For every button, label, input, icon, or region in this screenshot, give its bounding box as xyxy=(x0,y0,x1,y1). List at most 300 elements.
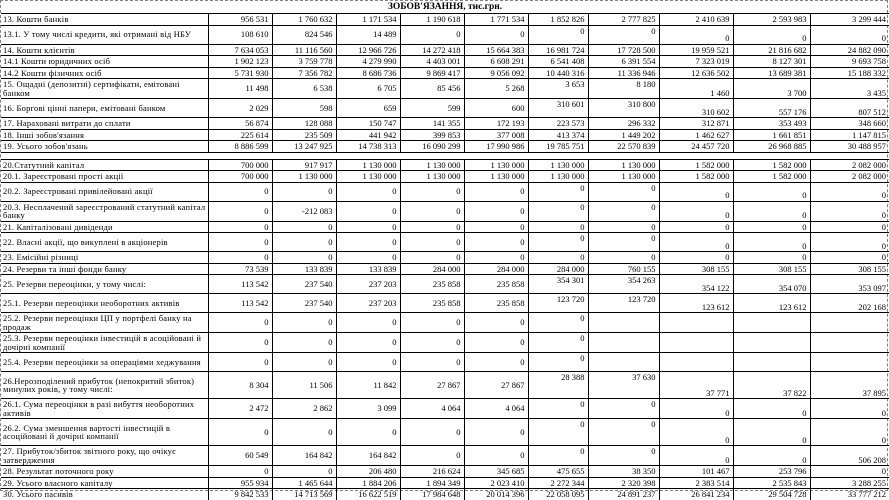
value-cell: 123 612 xyxy=(733,294,810,313)
value-cell: 0 xyxy=(464,313,528,333)
value-cell: 308 155 xyxy=(810,263,889,275)
value-cell: 3 099 xyxy=(336,399,400,419)
value-cell xyxy=(810,333,889,353)
value-cell: 0 xyxy=(659,252,733,264)
row-label: 15. Ощадні (депозитні) сертифікати, емітовані банком xyxy=(1,79,208,99)
value-cell: 1 130 000 xyxy=(464,171,528,183)
row-label: 13. Кошти банків xyxy=(1,14,208,26)
row-label: 25. Резерви переоцінки, у тому числі: xyxy=(1,275,208,294)
value-cell: 312 871 xyxy=(659,118,733,130)
value-cell: 310 800 xyxy=(588,99,659,118)
value-cell: 20 014 396 xyxy=(464,489,528,500)
table-row xyxy=(1,25,889,44)
value-cell: 22 058 095 xyxy=(528,489,588,500)
value-cell: 956 531 xyxy=(208,14,272,26)
value-cell: 0 xyxy=(659,201,733,221)
value-cell: 202 168 xyxy=(810,294,889,313)
value-cell: 1 661 851 xyxy=(733,129,810,141)
value-cell: 0 xyxy=(810,466,889,478)
value-cell: 11 506 xyxy=(272,372,336,399)
value-cell: 506 208 xyxy=(810,446,889,466)
row-label: 23. Емісійні різниці xyxy=(1,252,208,264)
row-label: 20.1. Зареєстровані прості акції xyxy=(1,171,208,183)
value-cell: 284 000 xyxy=(400,263,464,275)
value-cell: 0 xyxy=(272,252,336,264)
value-cell: 0 xyxy=(272,221,336,233)
value-cell: 413 374 xyxy=(528,129,588,141)
value-cell: 0 xyxy=(659,182,733,201)
value-cell: 4 064 xyxy=(464,399,528,419)
row-label: 25.3. Резерви переоцінки інвестицій в асоційовані й дочірні компанії xyxy=(1,333,208,353)
value-cell: 0 xyxy=(733,252,810,264)
value-cell: 6 608 291 xyxy=(464,56,528,68)
value-cell: 8 686 736 xyxy=(336,67,400,79)
value-cell: 150 747 xyxy=(336,118,400,130)
table-row xyxy=(1,477,889,489)
value-cell: 700 000 xyxy=(208,171,272,183)
value-cell: 308 155 xyxy=(733,263,810,275)
table-row xyxy=(1,419,889,446)
value-cell xyxy=(733,333,810,353)
row-label: 28. Результат поточного року xyxy=(1,466,208,478)
value-cell: 73 539 xyxy=(208,263,272,275)
value-cell: 0 xyxy=(208,353,272,372)
value-cell: 0 xyxy=(272,419,336,446)
row-label: 13.1. У тому числі кредити, які отримані від НБУ xyxy=(1,25,208,44)
value-cell: 0 xyxy=(733,419,810,446)
value-cell: 172 193 xyxy=(464,118,528,130)
value-cell: 164 842 xyxy=(272,446,336,466)
value-cell: 16 622 519 xyxy=(336,489,400,500)
value-cell: 2 082 000 xyxy=(810,159,889,171)
value-cell: 0 xyxy=(733,182,810,201)
value-cell: 141 355 xyxy=(400,118,464,130)
value-cell: 9 693 758 xyxy=(810,56,889,68)
value-cell: 345 685 xyxy=(464,466,528,478)
value-cell: 123 612 xyxy=(659,294,733,313)
value-cell: 0 xyxy=(810,233,889,252)
value-cell: 0 xyxy=(528,446,588,466)
value-cell: 0 xyxy=(336,333,400,353)
value-cell: 1 582 000 xyxy=(659,171,733,183)
table-row xyxy=(1,99,889,118)
value-cell: 0 xyxy=(464,419,528,446)
value-cell: 2 383 514 xyxy=(659,477,733,489)
value-cell: 0 xyxy=(272,466,336,478)
value-cell xyxy=(659,333,733,353)
value-cell: 0 xyxy=(528,333,588,353)
value-cell: 0 xyxy=(272,233,336,252)
value-cell: 824 546 xyxy=(272,25,336,44)
value-cell: 0 xyxy=(528,182,588,201)
value-cell: 14 713 569 xyxy=(272,489,336,500)
value-cell: 310 601 xyxy=(528,99,588,118)
value-cell: 7 323 019 xyxy=(659,56,733,68)
value-cell: 0 xyxy=(588,182,659,201)
value-cell: 4 279 990 xyxy=(336,56,400,68)
value-cell: 2 320 398 xyxy=(588,477,659,489)
table-row xyxy=(1,333,889,353)
value-cell xyxy=(659,353,733,372)
value-cell: 2 535 843 xyxy=(733,477,810,489)
table-row xyxy=(1,221,889,233)
value-cell: 101 467 xyxy=(659,466,733,478)
value-cell: 659 xyxy=(336,99,400,118)
value-cell: 0 xyxy=(659,233,733,252)
value-cell: 235 858 xyxy=(400,275,464,294)
value-cell: 11 336 946 xyxy=(588,67,659,79)
value-cell: 3 759 778 xyxy=(272,56,336,68)
row-label: 20.Статутний капітал xyxy=(1,159,208,171)
value-cell: 1 130 000 xyxy=(588,159,659,171)
value-cell: 0 xyxy=(272,333,336,353)
value-cell: 17 728 500 xyxy=(588,44,659,56)
liabilities-table xyxy=(1,1,889,500)
value-cell: 0 xyxy=(588,252,659,264)
value-cell: 29 504 728 xyxy=(733,489,810,500)
table-row xyxy=(1,313,889,333)
value-cell: 0 xyxy=(528,233,588,252)
value-cell: 0 xyxy=(336,182,400,201)
table-row xyxy=(1,446,889,466)
value-cell: 225 614 xyxy=(208,129,272,141)
value-cell: 28 388 xyxy=(528,372,588,399)
value-cell: 11 498 xyxy=(208,79,272,99)
value-cell: 1 130 000 xyxy=(400,159,464,171)
table-row xyxy=(1,79,889,99)
value-cell: 1 130 000 xyxy=(400,171,464,183)
value-cell: 113 542 xyxy=(208,275,272,294)
value-cell: 1 582 000 xyxy=(733,159,810,171)
value-cell: 0 xyxy=(272,353,336,372)
value-cell: 0 xyxy=(733,399,810,419)
row-label: 25.1. Резерви переоцінки необоротних активів xyxy=(1,294,208,313)
value-cell: 1 460 xyxy=(659,79,733,99)
value-cell: 377 008 xyxy=(464,129,528,141)
value-cell: 3 700 xyxy=(733,79,810,99)
value-cell: 2 593 983 xyxy=(733,14,810,26)
value-cell: 7 356 782 xyxy=(272,67,336,79)
value-cell: 37 630 xyxy=(588,372,659,399)
value-cell: 4 064 xyxy=(400,399,464,419)
table-row xyxy=(1,275,889,294)
value-cell: 0 xyxy=(528,201,588,221)
value-cell: 599 xyxy=(400,99,464,118)
row-label: 18. Інші зобов'язання xyxy=(1,129,208,141)
value-cell: 1 190 618 xyxy=(400,14,464,26)
table-row xyxy=(1,233,889,252)
value-cell: 17 990 986 xyxy=(464,141,528,153)
value-cell: 1 130 000 xyxy=(528,159,588,171)
value-cell: 0 xyxy=(464,221,528,233)
value-cell: 8 886 599 xyxy=(208,141,272,153)
value-cell: 0 xyxy=(528,221,588,233)
value-cell: 60 549 xyxy=(208,446,272,466)
value-cell: 0 xyxy=(464,25,528,44)
value-cell: 0 xyxy=(659,399,733,419)
value-cell: 0 xyxy=(733,446,810,466)
value-cell: 0 xyxy=(400,353,464,372)
value-cell: 0 xyxy=(208,252,272,264)
value-cell: 123 720 xyxy=(528,294,588,313)
row-label: 25.4. Резерви переоцінки за операціями хеджування xyxy=(1,353,208,372)
value-cell: 0 xyxy=(208,221,272,233)
value-cell: 11 116 560 xyxy=(272,44,336,56)
value-cell: 24 457 720 xyxy=(659,141,733,153)
value-cell: 1 130 000 xyxy=(528,171,588,183)
value-cell: 27 867 xyxy=(464,372,528,399)
value-cell: 0 xyxy=(208,466,272,478)
value-cell: 2 082 000 xyxy=(810,171,889,183)
value-cell: 0 xyxy=(336,252,400,264)
value-cell: 21 816 682 xyxy=(733,44,810,56)
value-cell: 0 xyxy=(208,313,272,333)
table-row xyxy=(1,489,889,500)
value-cell: 113 542 xyxy=(208,294,272,313)
value-cell: 9 842 533 xyxy=(208,489,272,500)
value-cell: 557 176 xyxy=(733,99,810,118)
value-cell: 30 488 957 xyxy=(810,141,889,153)
row-label: 26.1. Сума переоцінки в разі вибуття необоротних активів xyxy=(1,399,208,419)
value-cell: 0 xyxy=(464,201,528,221)
value-cell: 9 056 092 xyxy=(464,67,528,79)
value-cell: 0 xyxy=(400,182,464,201)
value-cell: 700 000 xyxy=(208,159,272,171)
value-cell: 0 xyxy=(588,419,659,446)
value-cell xyxy=(659,313,733,333)
value-cell: 22 570 839 xyxy=(588,141,659,153)
value-cell: 0 xyxy=(208,201,272,221)
value-cell xyxy=(733,353,810,372)
table-row xyxy=(1,399,889,419)
value-cell xyxy=(588,333,659,353)
value-cell: 15 664 383 xyxy=(464,44,528,56)
value-cell: 917 917 xyxy=(272,159,336,171)
value-cell: 0 xyxy=(733,221,810,233)
row-label: 14. Кошти клієнтів xyxy=(1,44,208,56)
value-cell: 353 493 xyxy=(733,118,810,130)
row-label: 14.1 Кошти юридичних осіб xyxy=(1,56,208,68)
value-cell: 0 xyxy=(400,333,464,353)
value-cell: 237 540 xyxy=(272,294,336,313)
value-cell: 0 xyxy=(400,446,464,466)
row-label: 26.Нерозподілений прибуток (непокритий збиток) минулих років, у тому числі: xyxy=(1,372,208,399)
value-cell: 8 304 xyxy=(208,372,272,399)
value-cell: 296 332 xyxy=(588,118,659,130)
value-cell: 14 272 418 xyxy=(400,44,464,56)
value-cell xyxy=(588,313,659,333)
value-cell: 308 155 xyxy=(659,263,733,275)
value-cell xyxy=(810,313,889,333)
value-cell: 133 839 xyxy=(272,263,336,275)
value-cell: 354 070 xyxy=(733,275,810,294)
value-cell: 1 760 632 xyxy=(272,14,336,26)
value-cell: 1 130 000 xyxy=(588,171,659,183)
value-cell: 235 858 xyxy=(400,294,464,313)
table-row xyxy=(1,67,889,79)
value-cell: 0 xyxy=(336,419,400,446)
value-cell: 598 xyxy=(272,99,336,118)
table-row xyxy=(1,466,889,478)
value-cell: 3 288 255 xyxy=(810,477,889,489)
value-cell: 2 029 xyxy=(208,99,272,118)
value-cell: 17 984 648 xyxy=(400,489,464,500)
value-cell: 955 934 xyxy=(208,477,272,489)
value-cell: 1 884 206 xyxy=(336,477,400,489)
value-cell: 284 000 xyxy=(464,263,528,275)
value-cell: 216 624 xyxy=(400,466,464,478)
value-cell: 0 xyxy=(464,353,528,372)
value-cell: 6 705 xyxy=(336,79,400,99)
value-cell: 3 299 444 xyxy=(810,14,889,26)
value-cell: 0 xyxy=(208,333,272,353)
value-cell: 0 xyxy=(336,233,400,252)
value-cell: 0 xyxy=(464,333,528,353)
value-cell: 0 xyxy=(464,233,528,252)
value-cell: 0 xyxy=(588,25,659,44)
value-cell: 0 xyxy=(733,233,810,252)
value-cell: 0 xyxy=(810,252,889,264)
value-cell: 26 968 885 xyxy=(733,141,810,153)
value-cell: -212 083 xyxy=(272,201,336,221)
value-cell: 1 465 644 xyxy=(272,477,336,489)
table-row xyxy=(1,159,889,171)
value-cell: 235 858 xyxy=(464,275,528,294)
value-cell: 253 796 xyxy=(733,466,810,478)
table-title: ЗОБОВ'ЯЗАННЯ, тис.грн. xyxy=(1,1,889,14)
value-cell: 0 xyxy=(272,182,336,201)
value-cell: 1 462 627 xyxy=(659,129,733,141)
row-label: 26.2. Сума зменшення вартості інвестицій в асоційовані й дочірні компанії xyxy=(1,419,208,446)
value-cell: 3 435 xyxy=(810,79,889,99)
value-cell: 475 655 xyxy=(528,466,588,478)
row-label: 17. Нараховані витрати до сплати xyxy=(1,118,208,130)
value-cell: 237 203 xyxy=(336,294,400,313)
value-cell: 0 xyxy=(528,353,588,372)
table-body xyxy=(1,14,889,500)
table-row xyxy=(1,252,889,264)
value-cell: 85 456 xyxy=(400,79,464,99)
value-cell: 237 203 xyxy=(336,275,400,294)
value-cell: 8 127 301 xyxy=(733,56,810,68)
row-label: 14.2 Кошти фізичних осіб xyxy=(1,67,208,79)
table-row xyxy=(1,294,889,313)
table-row xyxy=(1,44,889,56)
value-cell: 1 894 349 xyxy=(400,477,464,489)
value-cell: 0 xyxy=(272,313,336,333)
value-cell: 37 895 xyxy=(810,372,889,399)
value-cell: 441 942 xyxy=(336,129,400,141)
value-cell: 12 966 726 xyxy=(336,44,400,56)
value-cell: 0 xyxy=(400,201,464,221)
value-cell: 11 842 xyxy=(336,372,400,399)
value-cell: 1 449 202 xyxy=(588,129,659,141)
value-cell: 2 023 410 xyxy=(464,477,528,489)
value-cell: 0 xyxy=(208,233,272,252)
value-cell: 5 268 xyxy=(464,79,528,99)
value-cell: 1 852 826 xyxy=(528,14,588,26)
value-cell: 223 573 xyxy=(528,118,588,130)
value-cell: 1 130 000 xyxy=(464,159,528,171)
row-label: 21. Капіталізовані дивіденди xyxy=(1,221,208,233)
value-cell: 0 xyxy=(208,182,272,201)
value-cell: 16 090 299 xyxy=(400,141,464,153)
value-cell: 33 777 212 xyxy=(810,489,889,500)
row-label: 20.2. Зареєстровані привілейовані акції xyxy=(1,182,208,201)
value-cell: 24 891 237 xyxy=(588,489,659,500)
separator-cell xyxy=(1,152,889,159)
value-cell: 0 xyxy=(336,313,400,333)
value-cell: 0 xyxy=(588,446,659,466)
value-cell: 5 731 930 xyxy=(208,67,272,79)
value-cell: 14 489 xyxy=(336,25,400,44)
value-cell: 15 188 332 xyxy=(810,67,889,79)
value-cell: 56 874 xyxy=(208,118,272,130)
value-cell: 6 391 554 xyxy=(588,56,659,68)
table-row xyxy=(1,14,889,26)
value-cell: 9 869 417 xyxy=(400,67,464,79)
row-label: 29. Усього власного капіталу xyxy=(1,477,208,489)
value-cell: 7 634 053 xyxy=(208,44,272,56)
value-cell: 1 902 123 xyxy=(208,56,272,68)
value-cell: 8 180 xyxy=(588,79,659,99)
value-cell: 19 785 751 xyxy=(528,141,588,153)
value-cell: 0 xyxy=(588,399,659,419)
value-cell: 6 541 408 xyxy=(528,56,588,68)
value-cell: 108 610 xyxy=(208,25,272,44)
value-cell: 0 xyxy=(528,419,588,446)
table-row xyxy=(1,129,889,141)
value-cell: 0 xyxy=(810,399,889,419)
value-cell: 0 xyxy=(588,221,659,233)
value-cell: 760 155 xyxy=(588,263,659,275)
value-cell: 164 842 xyxy=(336,446,400,466)
value-cell: 0 xyxy=(588,201,659,221)
value-cell: 0 xyxy=(336,221,400,233)
value-cell: 0 xyxy=(464,446,528,466)
value-cell: 0 xyxy=(810,182,889,201)
value-cell: 2 472 xyxy=(208,399,272,419)
value-cell: 0 xyxy=(400,233,464,252)
value-cell: 235 509 xyxy=(272,129,336,141)
value-cell: 0 xyxy=(528,313,588,333)
value-cell: 26 841 234 xyxy=(659,489,733,500)
row-label: 24. Резерви та інші фонди банку xyxy=(1,263,208,275)
value-cell: 0 xyxy=(336,201,400,221)
value-cell: 310 602 xyxy=(659,99,733,118)
value-cell: 1 130 000 xyxy=(336,159,400,171)
value-cell: 10 440 316 xyxy=(528,67,588,79)
table-row xyxy=(1,182,889,201)
value-cell: 0 xyxy=(659,25,733,44)
value-cell: 0 xyxy=(733,25,810,44)
value-cell: 24 882 090 xyxy=(810,44,889,56)
table-row xyxy=(1,263,889,275)
value-cell: 0 xyxy=(400,221,464,233)
table-row xyxy=(1,118,889,130)
value-cell: 353 097 xyxy=(810,275,889,294)
row-label: 30. Усього пасивів xyxy=(1,489,208,500)
value-cell: 133 839 xyxy=(336,263,400,275)
value-cell: 235 858 xyxy=(464,294,528,313)
value-cell: 0 xyxy=(659,419,733,446)
value-cell: 284 000 xyxy=(528,263,588,275)
value-cell: 16 981 724 xyxy=(528,44,588,56)
value-cell xyxy=(733,313,810,333)
row-label: 22. Власні акції, що викуплені в акціонерів xyxy=(1,233,208,252)
row-label: 27. Прибуток/збиток звітного року, що очікує затвердження xyxy=(1,446,208,466)
value-cell: 1 771 534 xyxy=(464,14,528,26)
